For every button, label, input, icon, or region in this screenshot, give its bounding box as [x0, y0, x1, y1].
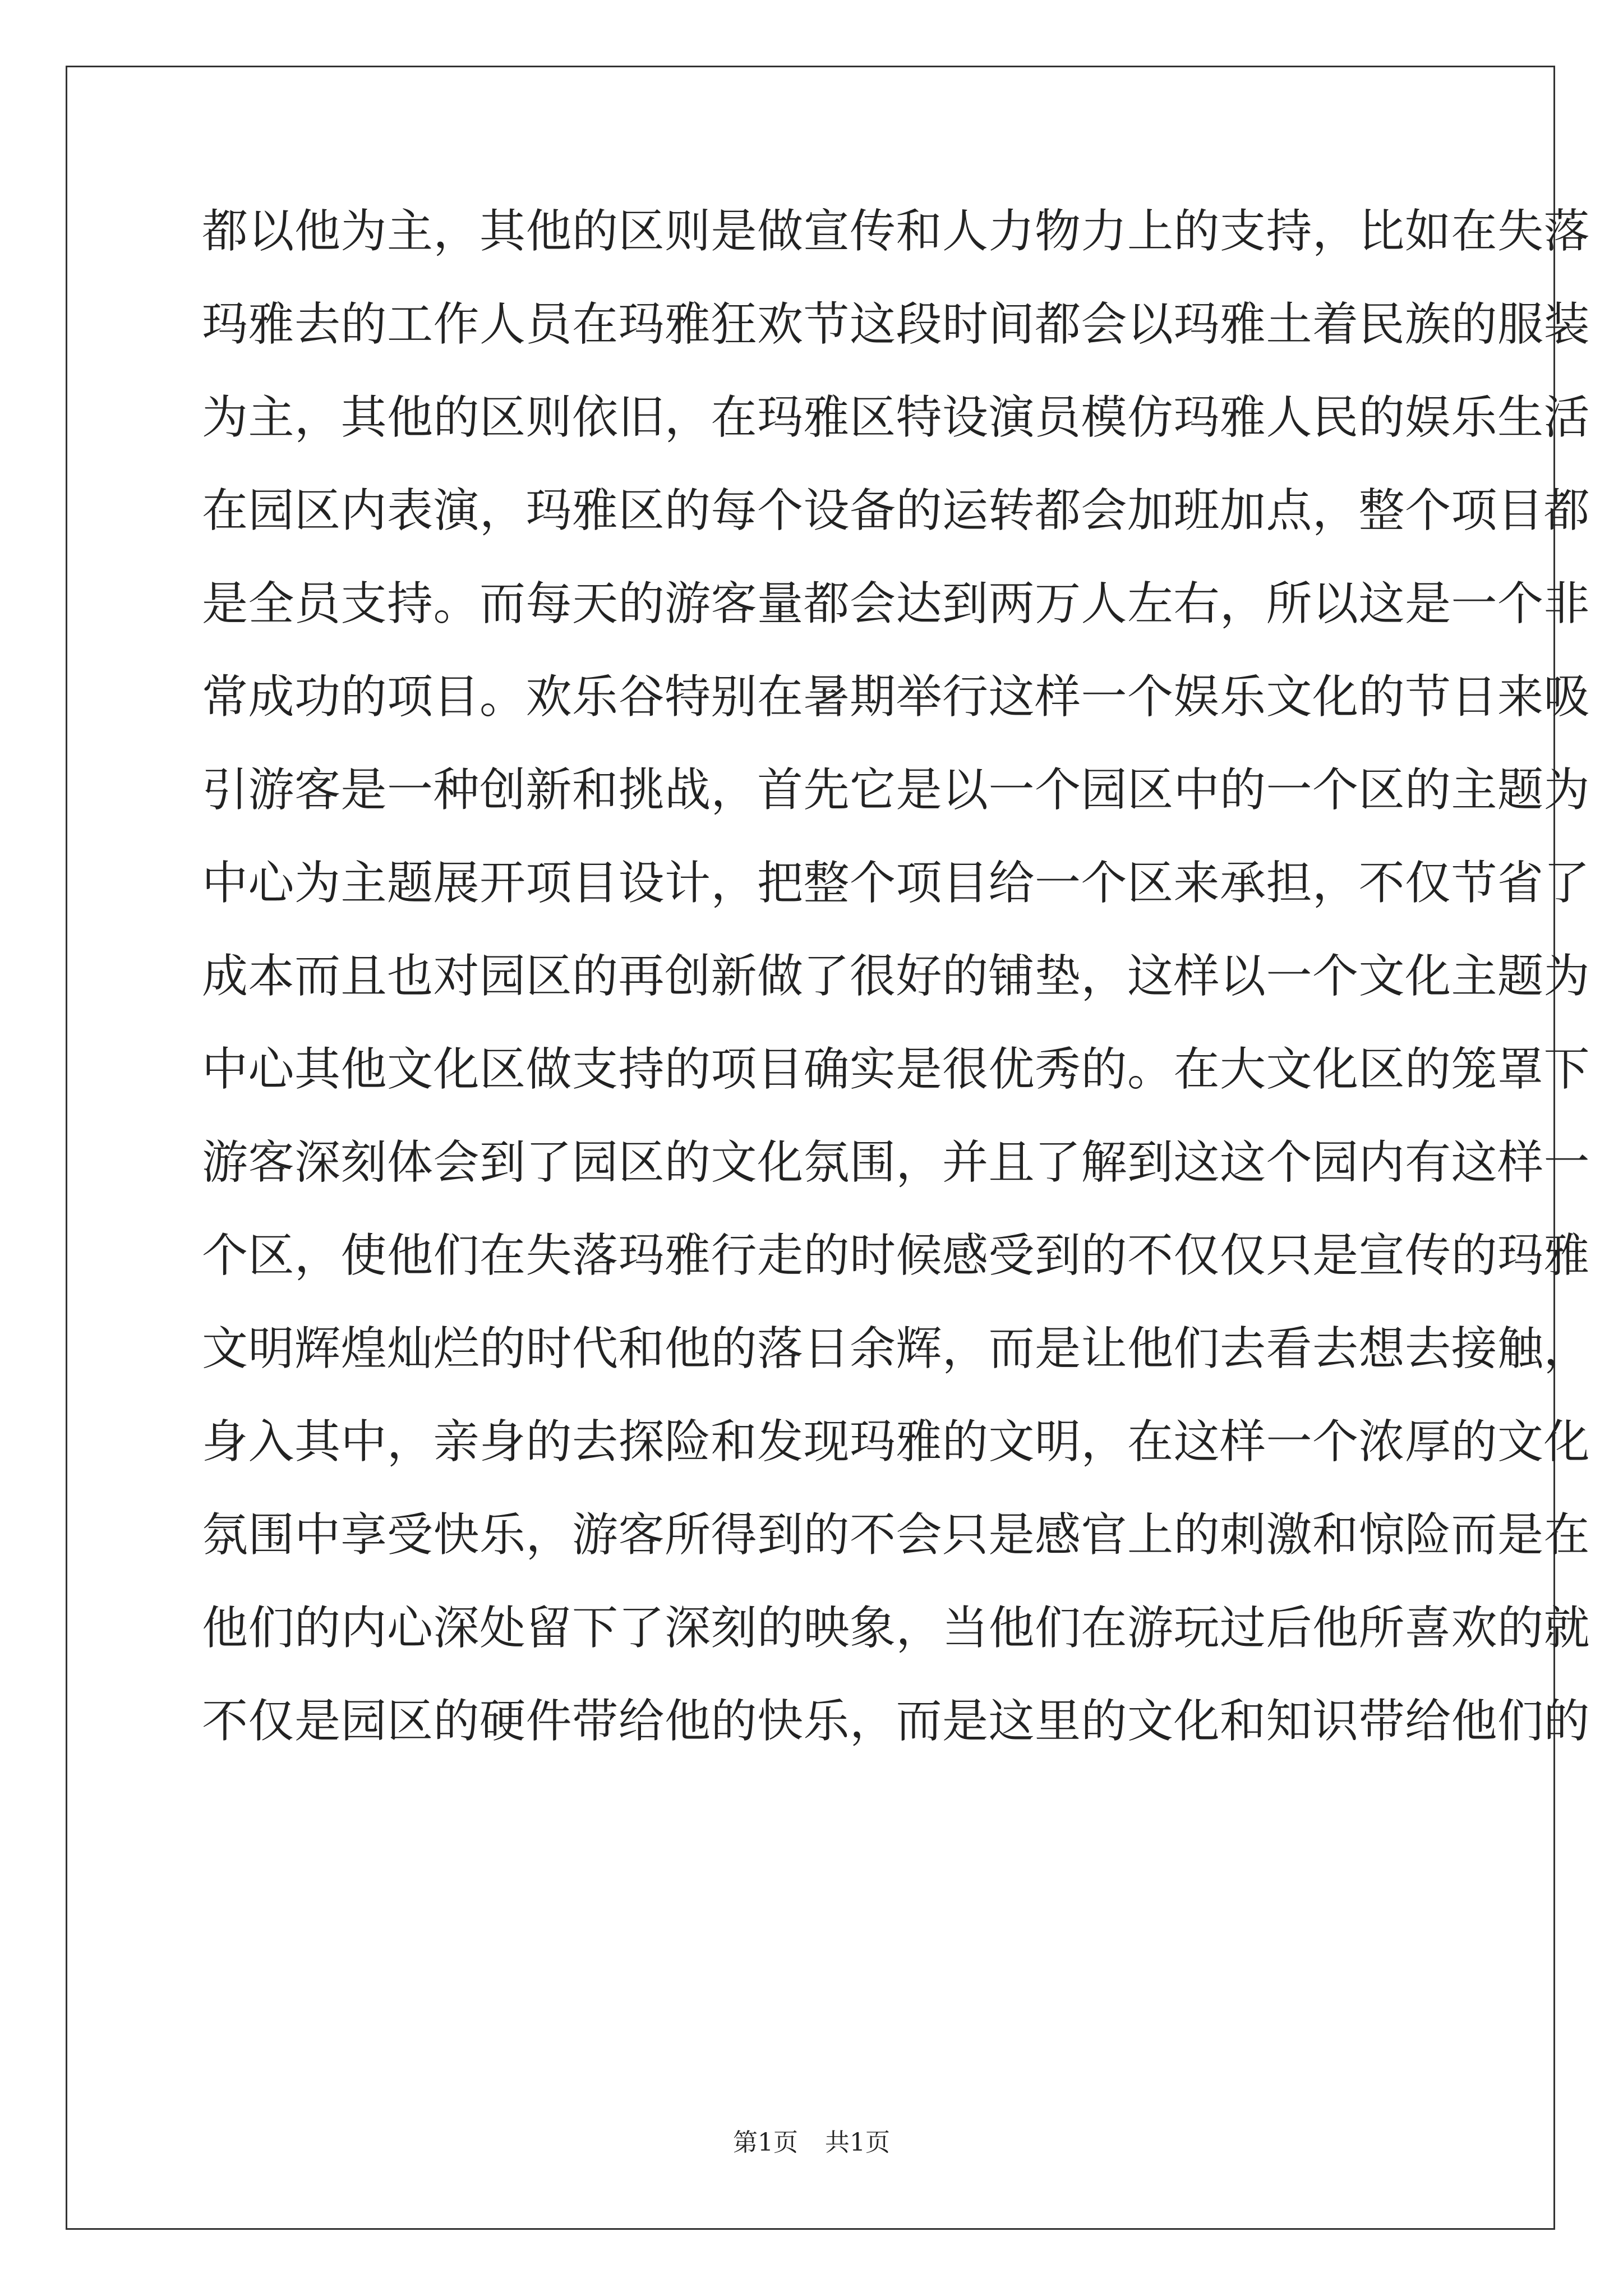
text-line: 都以他为主，其他的区则是做宣传和人力物力上的支持，比如在失落 [202, 205, 1590, 258]
text-line: 常成功的项目。欢乐谷特别在暑期举行这样一个娱乐文化的节日来吸 [202, 670, 1590, 724]
text-line: 氛围中享受快乐，游客所得到的不会只是感官上的刺激和惊险而是在 [202, 1508, 1590, 1562]
text-line: 游客深刻体会到了园区的文化氛围，并且了解到这这个园内有这样一 [202, 1136, 1590, 1189]
text-line: 玛雅去的工作人员在玛雅狂欢节这段时间都会以玛雅土着民族的服装 [202, 298, 1590, 351]
page-footer [0, 2126, 1623, 2160]
body-text [202, 185, 1590, 1768]
text-line: 中心为主题展开项目设计，把整个项目给一个区来承担，不仅节省了 [202, 857, 1590, 910]
text-line: 成本而且也对园区的再创新做了很好的铺垫，这样以一个文化主题为 [202, 950, 1590, 1003]
text-line: 文明辉煌灿烂的时代和他的落日余辉，而是让他们去看去想去接触， [202, 1322, 1590, 1375]
text-line: 个区，使他们在失落玛雅行走的时候感受到的不仅仅只是宣传的玛雅 [202, 1229, 1590, 1282]
text-line: 他们的内心深处留下了深刻的映象，当他们在游玩过后他所喜欢的就 [202, 1602, 1590, 1655]
text-line: 在园区内表演，玛雅区的每个设备的运转都会加班加点，整个项目都 [202, 484, 1590, 537]
text-line: 中心其他文化区做支持的项目确实是很优秀的。在大文化区的笼罩下 [202, 1043, 1590, 1096]
page-number: 第1页 [733, 2128, 798, 2157]
text-line: 是全员支持。而每天的游客量都会达到两万人左右，所以这是一个非 [202, 577, 1590, 631]
text-line: 为主，其他的区则依旧，在玛雅区特设演员模仿玛雅人民的娱乐生活 [202, 391, 1590, 444]
text-line: 引游客是一种创新和挑战，首先它是以一个园区中的一个区的主题为 [202, 763, 1590, 817]
text-line: 身入其中，亲身的去探险和发现玛雅的文明，在这样一个浓厚的文化 [202, 1415, 1590, 1469]
page-total: 共1页 [825, 2128, 890, 2157]
text-line: 不仅是园区的硬件带给他的快乐，而是这里的文化和知识带给他们的 [202, 1695, 1590, 1748]
